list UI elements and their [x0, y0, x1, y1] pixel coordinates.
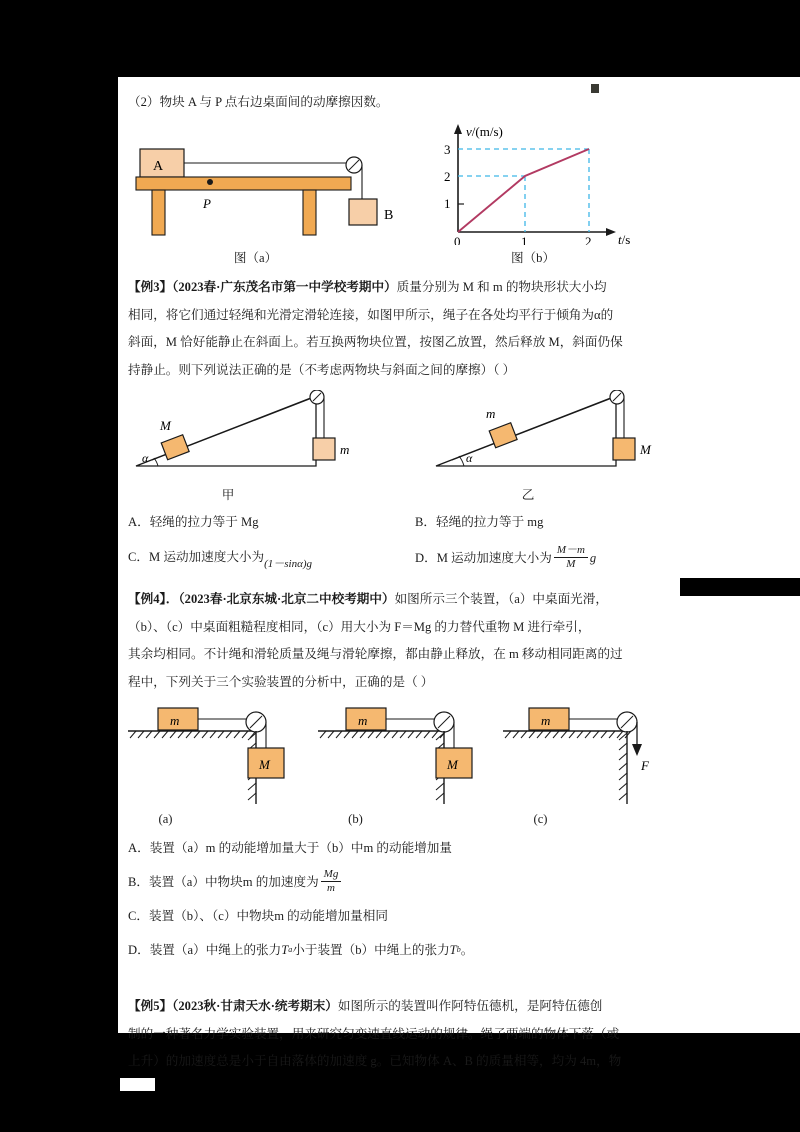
block-b-shape: [349, 199, 377, 225]
hanging-block-label-yi: M: [640, 442, 651, 457]
example-3-option-c[interactable]: [128, 544, 415, 572]
angle-arc-yi: [459, 456, 464, 466]
example-4-option-d-symbol-2: T: [449, 943, 457, 957]
example-4-option-d-text-3: 。: [460, 943, 474, 957]
example-4-option-b-fraction: [321, 868, 342, 894]
document-page: [118, 77, 800, 1068]
x-axis-label: t/s: [618, 232, 631, 245]
incline-block-group: [161, 435, 189, 460]
device-a-block-label: m: [170, 713, 180, 728]
example-4-option-d-label: D．: [128, 943, 150, 957]
example-3-option-c-label: C．: [128, 550, 149, 564]
figure-jia-caption: 甲: [221, 488, 235, 502]
table-leg-left: [152, 190, 165, 235]
example-4-option-d-subscript-1: a: [288, 945, 293, 954]
point-p-dot: [207, 179, 213, 185]
block-b-label: B: [384, 208, 394, 223]
example-4-figures: [128, 700, 782, 827]
example-4-option-b-numerator: Mg: [321, 868, 342, 881]
device-a: [128, 700, 318, 827]
figure-b-svg: [428, 120, 658, 245]
example-3-option-c-text: M 运动加速度大小为: [149, 550, 265, 564]
device-a-hanging-label: M: [259, 757, 270, 772]
device-c-block-label: m: [541, 713, 551, 728]
example-3-options-cd: [128, 544, 782, 572]
example-4-option-a-text: 装置（a）m 的动能增加量大于（b）中m 的动能增加量: [149, 841, 452, 855]
angle-arc: [154, 458, 158, 466]
figure-b-caption: 图（b）: [510, 251, 556, 265]
example-4-option-d-text-2: 小于装置（b）中绳上的张力: [292, 943, 450, 957]
velocity-curve: [458, 149, 589, 232]
example-4-option-c-label: C．: [128, 909, 149, 923]
figure-a-caption: 图（a）: [233, 251, 278, 265]
example-5-line-1: 如图所示的装置叫作阿特伍德机，是阿特伍德创: [337, 999, 603, 1013]
example-4-option-d-subscript-2: b: [456, 945, 461, 954]
device-c-svg: [503, 700, 678, 810]
device-b: [318, 700, 503, 827]
y-axis-arrow: [454, 124, 462, 134]
y-tick-2: 2: [444, 169, 451, 184]
example-3-option-b[interactable]: [415, 509, 543, 536]
example-4-line-2: （b）、（c）中桌面粗糙程度相同，（c）用大小为 F＝Mg 的力替代重物 M 进行牵引，: [128, 619, 591, 634]
top-artifact-mark: [591, 84, 599, 93]
table-leg-right: [303, 190, 316, 235]
example-3-line-3: 斜面，M 恰好能静止在斜面上。若互换两物块位置，按图乙放置，然后释放 M，斜面仍保: [128, 335, 623, 349]
device-b-block-label: m: [358, 713, 368, 728]
example-5-block: [128, 993, 782, 1076]
example-4-paragraph: [128, 586, 782, 696]
hanging-block-jia: [313, 438, 335, 460]
x-axis-arrow: [606, 228, 616, 236]
example-3-option-d-text: M 运动加速度大小为: [436, 550, 552, 565]
example-4-option-c[interactable]: [128, 901, 782, 931]
example-3-block: [128, 274, 782, 572]
rope-on-incline-yi: [452, 398, 612, 460]
bottom-white-chip: [120, 1078, 155, 1091]
device-b-hatching: [320, 731, 446, 738]
incline-block-label-jia: M: [160, 418, 171, 433]
example-4-option-c-text: 装置（b）、（c）中物块m 的动能增加量相同: [149, 909, 388, 923]
example-4-tag: 【例4】．: [128, 592, 179, 606]
example-3-figures: [128, 390, 782, 503]
example-3-line-1: 质量分别为 M 和 m 的物块形状大小均: [396, 280, 607, 294]
example-3-tag: 【例3】: [128, 280, 173, 294]
example-3-option-a[interactable]: [128, 509, 415, 536]
incline-block-shape: [161, 435, 189, 460]
example-3-options-ab: [128, 509, 782, 536]
example-3-option-d-denominator: M: [566, 557, 576, 570]
y-tick-1: 1: [444, 196, 451, 211]
hanging-block-label-jia: m: [340, 442, 350, 457]
figure-yi-svg: [428, 390, 693, 482]
y-axis-label: v/(m/s): [466, 124, 503, 139]
example-5-line-2: 制的一种著名力学实验装置，用来研究匀变速直线运动的规律。绳子两端的物体下落（或: [128, 1026, 620, 1041]
figure-b: [428, 120, 678, 266]
device-c: [503, 700, 683, 827]
example-4-option-a[interactable]: [128, 833, 782, 863]
example-3-option-d[interactable]: [415, 545, 596, 572]
example-4-option-b-denominator: m: [327, 881, 335, 894]
device-c-hatching: [505, 731, 631, 738]
example-4-source: （2023春·北京东城·北京二中校考期中）: [178, 592, 395, 606]
example-3-option-d-tail: g: [589, 550, 597, 565]
example-4-line-4: 程中，下列关于三个实验装置的分析中，正确的是（ ）: [128, 674, 434, 689]
example-5-tag: 【例5】: [128, 999, 173, 1013]
device-b-hanging-label: M: [447, 757, 458, 772]
example-5-line-3: 上升）的加速度总是小于自由落体的加速度 g。已知物体 A、B 的质量相等，均为 4m，物: [128, 1054, 622, 1068]
device-a-caption: (a): [158, 812, 173, 826]
example-3-option-b-text: 轻绳的拉力等于 mg: [436, 515, 544, 529]
example-4-option-b-text: 装置（a）中物块m 的加速度为: [149, 875, 319, 889]
device-b-svg: [318, 700, 498, 810]
example-4-option-d-text-1: 装置（a）中绳上的张力: [149, 943, 282, 957]
example-3-line-4: 持静止。则下列说法正确的是（不考虑两物块与斜面之间的摩擦）（ ）: [128, 362, 516, 377]
example-3-option-d-label: D．: [415, 550, 437, 565]
example-4-block: [128, 586, 782, 965]
example-5-source: （2023秋·甘肃天水·统考期末）: [172, 999, 338, 1013]
example-4-option-d-symbol-1: T: [281, 943, 289, 957]
example-3-option-a-text: 轻绳的拉力等于 Mg: [149, 515, 259, 529]
example-4-option-a-label: A．: [128, 841, 150, 855]
block-a-label: A: [153, 159, 164, 174]
figure-a: [128, 120, 428, 266]
y-tick-3: 3: [444, 142, 451, 157]
example-3-option-d-numerator: M－m: [554, 544, 588, 557]
example-4-option-b[interactable]: [128, 867, 782, 897]
x-tick-1: 1: [521, 234, 528, 245]
angle-label-jia: α: [142, 451, 149, 465]
example-3-option-b-label: B．: [415, 515, 436, 529]
x-tick-2: 2: [585, 234, 592, 245]
figure-jia: [128, 390, 428, 503]
figure-row-a-b: [128, 120, 782, 266]
figure-yi-caption: 乙: [521, 488, 535, 502]
device-c-caption: (c): [533, 812, 548, 826]
example-3-paragraph: [128, 274, 782, 384]
example-4-line-3: 其余均相同。不计绳和滑轮质量及绳与滑轮摩擦，都由静止释放，在 m 移动相同距离的过: [128, 647, 623, 661]
example-3-source: （2023春·广东茂名市第一中学校考期中）: [172, 280, 397, 294]
example-3-line-2: 相同，将它们通过轻绳和光滑定滑轮连接，如图甲所示，绳子在各处均平行于倾角为α的: [128, 307, 614, 322]
table-top: [136, 177, 351, 190]
point-p-label: P: [203, 196, 211, 211]
force-arrow-icon: [632, 744, 642, 756]
hanging-block-yi: [613, 438, 635, 460]
example-3-option-c-expr: (1－sinα)g: [264, 558, 313, 570]
example-4-option-b-label: B．: [128, 875, 149, 889]
device-a-svg: [128, 700, 313, 810]
angle-label-yi: α: [466, 451, 473, 465]
device-c-force-label: F: [641, 758, 649, 773]
incline-block-label-yi: m: [486, 406, 496, 421]
device-a-hatching: [130, 731, 256, 738]
example-5-paragraph: [128, 993, 782, 1076]
redaction-bar: [680, 578, 800, 596]
x-tick-0: 0: [454, 234, 461, 245]
device-b-caption: (b): [348, 812, 363, 826]
question-2-line: （2）物块 A 与 P 点右边桌面间的动摩擦因数。: [128, 95, 389, 109]
example-4-option-d[interactable]: [128, 935, 782, 965]
example-3-option-d-fraction: [554, 544, 588, 570]
example-3-option-a-label: A．: [128, 515, 150, 529]
figure-yi: [428, 390, 698, 503]
example-4-line-1: 如图所示三个装置，（a）中桌面光滑，: [394, 592, 608, 606]
device-c-wall-hatching: [619, 733, 627, 800]
figure-jia-svg: [128, 390, 413, 482]
figure-a-svg: [128, 120, 418, 245]
